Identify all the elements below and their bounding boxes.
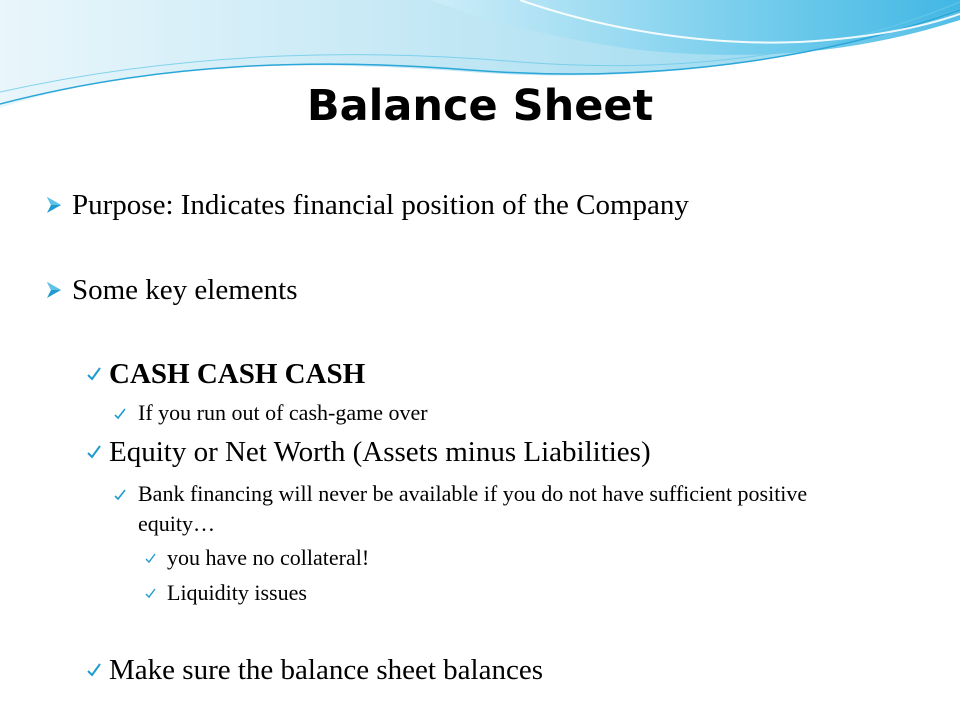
slide-title: Balance Sheet — [306, 81, 654, 131]
checkmark-icon — [86, 444, 102, 460]
bullet-text: Equity or Net Worth (Assets minus Liabilities) — [109, 436, 651, 468]
bullet-text: Some key elements — [72, 274, 298, 306]
bullet-text: Bank financing will never be available if you do not have sufficient positive equity… — [138, 481, 808, 536]
bullet-text: CASH CASH CASH — [109, 358, 366, 390]
checkmark-icon — [86, 366, 102, 382]
bullet-text: Liquidity issues — [167, 580, 307, 605]
checkmark-icon — [114, 408, 126, 420]
checkmark-icon — [145, 553, 156, 564]
checkmark-icon — [86, 662, 102, 678]
bullet-text: Make sure the balance sheet balances — [109, 654, 543, 686]
arrow-bullet-icon — [45, 195, 63, 215]
checkmark-icon — [114, 489, 126, 501]
checkmark-icon — [145, 588, 156, 599]
bullet-text: you have no collateral! — [167, 545, 370, 570]
arrow-bullet-icon — [45, 280, 63, 300]
bullet-text: Purpose: Indicates financial position of the Company — [72, 189, 689, 221]
bullet-text: If you run out of cash-game over — [138, 400, 428, 425]
